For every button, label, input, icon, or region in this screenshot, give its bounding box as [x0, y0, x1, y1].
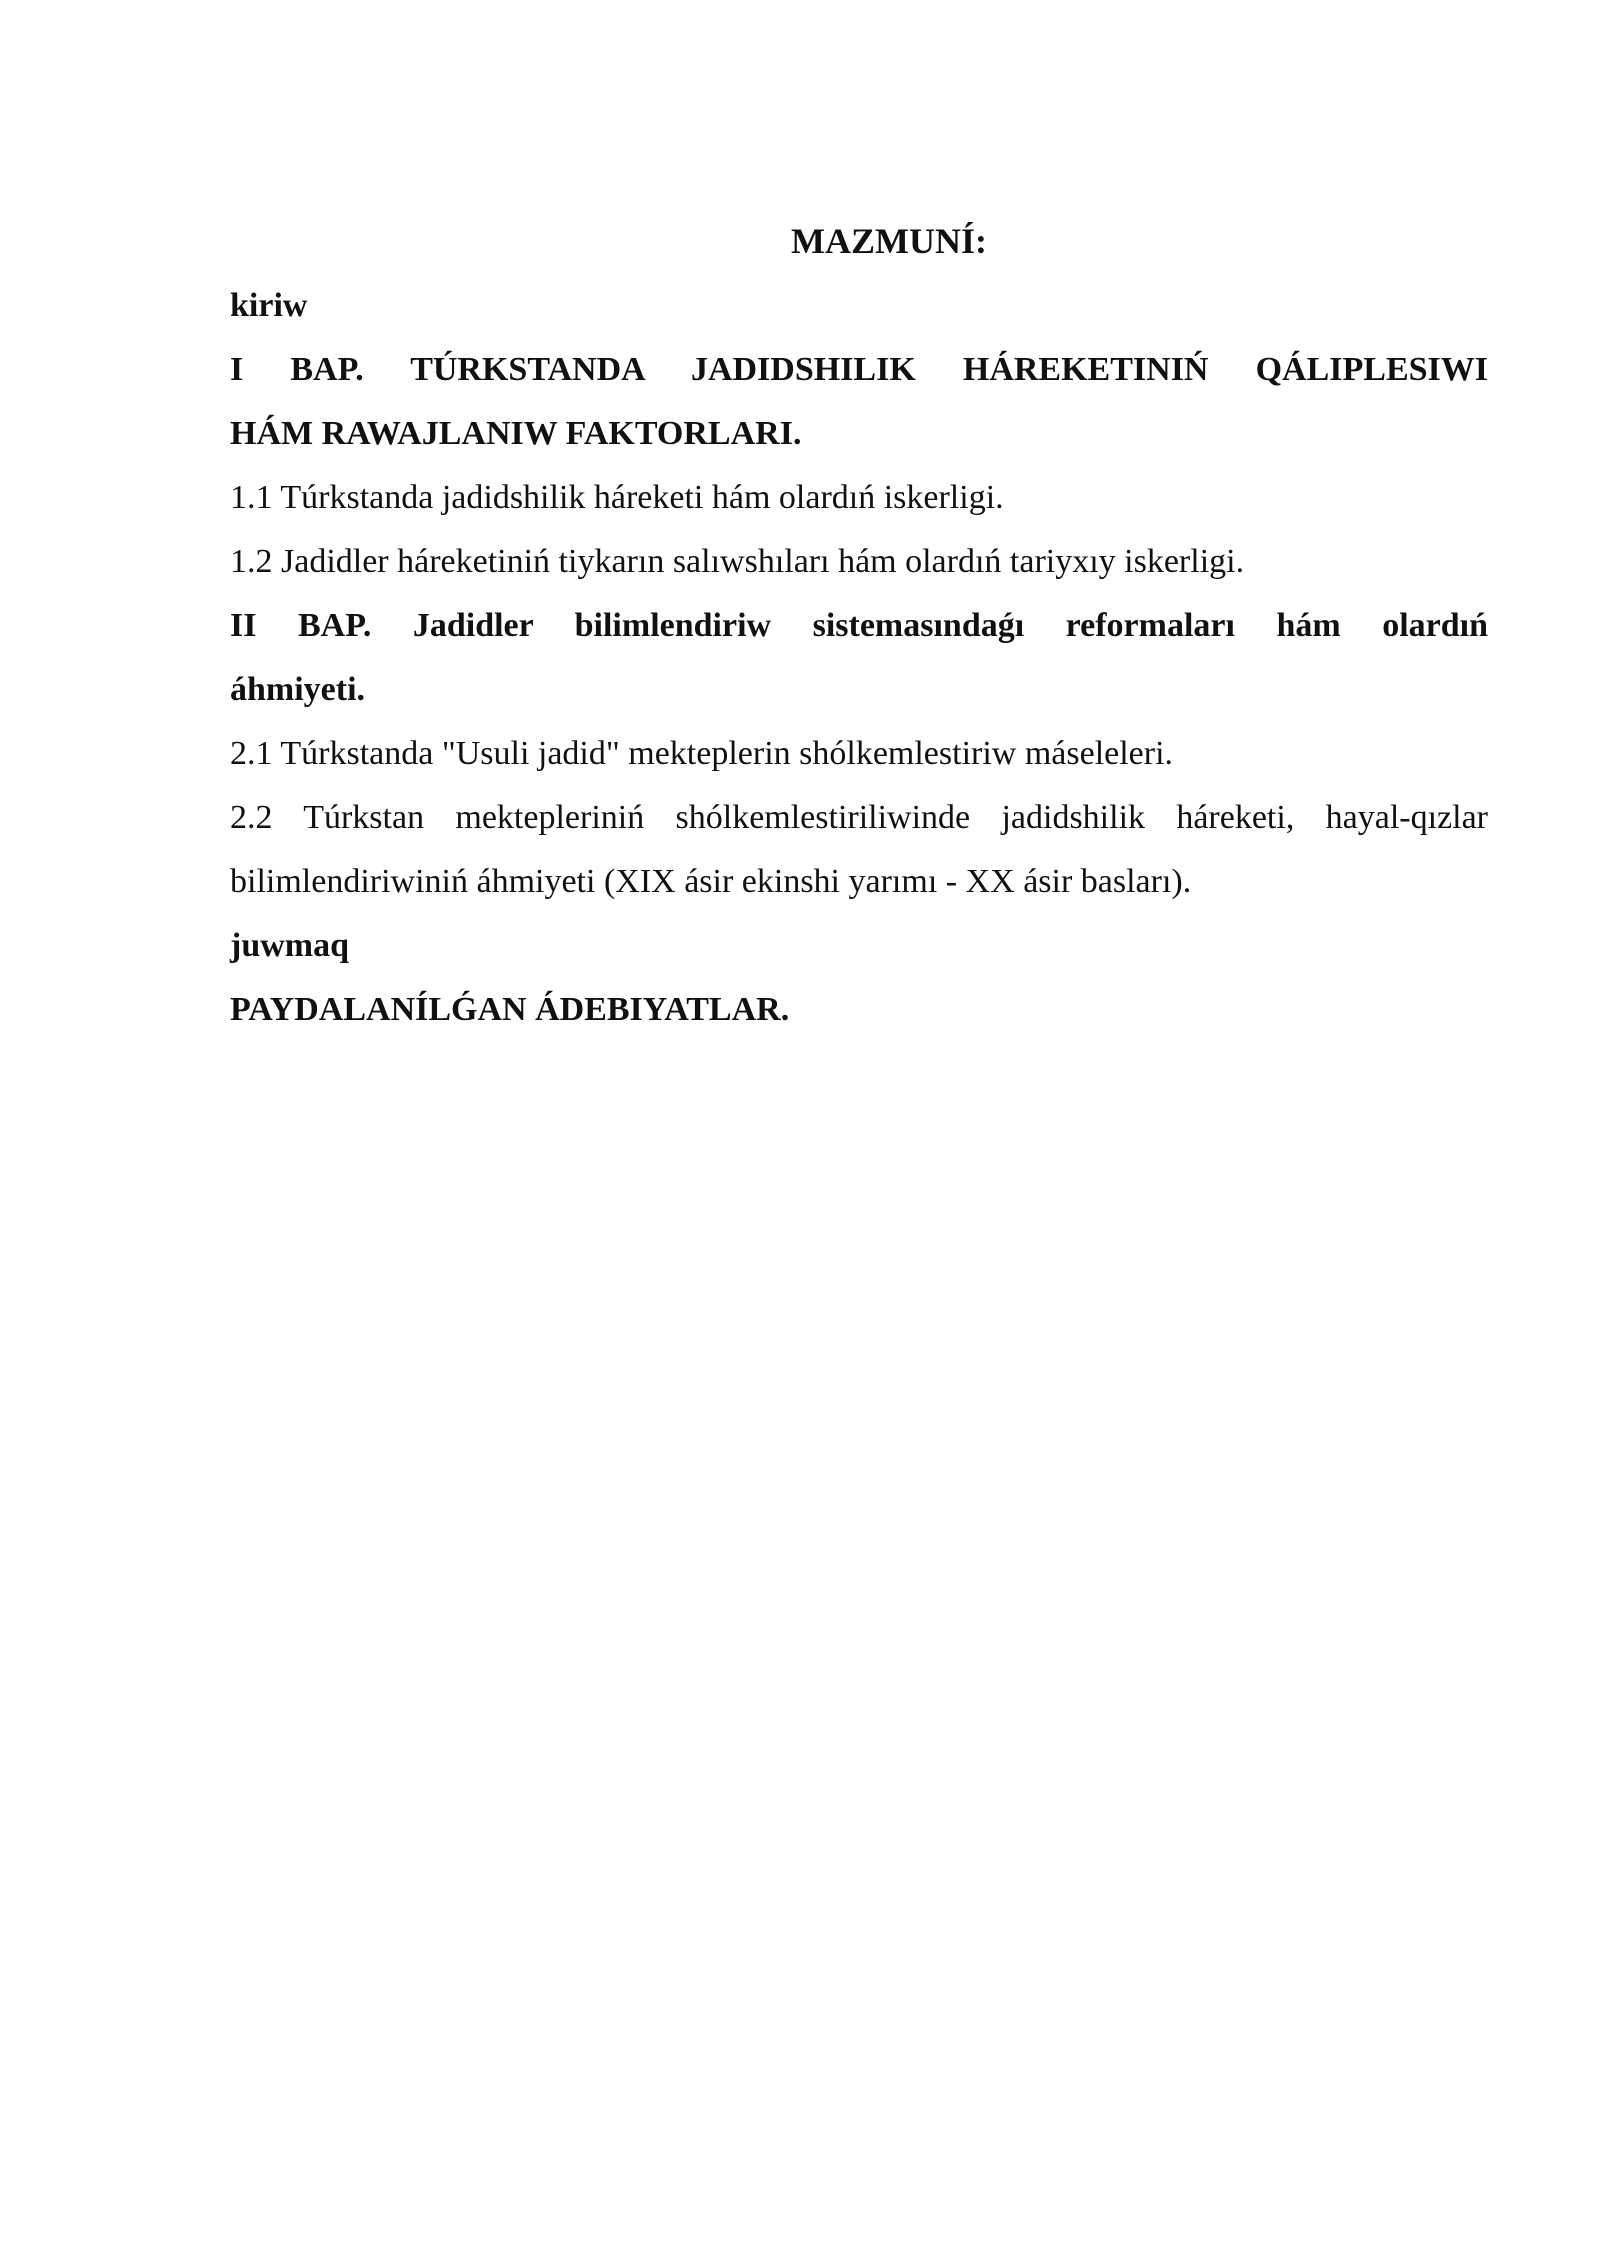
toc-title: MAZMUNÍ: — [791, 221, 987, 261]
table-of-contents — [230, 208, 1488, 1042]
toc-entry-section-2-2-line-2: bilimlendiriwiniń áhmiyeti (XIX ásir ekinshi yarımı - XX ásir basları). — [230, 863, 1192, 900]
toc-entry-section-2-1: 2.1 Túrkstanda "Usuli jadid" mekteplerin shólkemlestiriw máseleleri. — [230, 735, 1174, 772]
toc-entry-chapter-2-line-1: II BAP. Jadidler bilimlendiriw sistemasındaǵı reformaları hám olardıń — [230, 607, 1488, 644]
toc-entry-conclusion: juwmaq — [230, 927, 350, 964]
toc-entry-section-1-1: 1.1 Túrkstanda jadidshilik háreketi hám olardıń iskerligi. — [230, 479, 1004, 516]
toc-entry-section-2-2-line-1: 2.2 Túrkstan mektepleriniń shólkemlestiriliwinde jadidshilik háreketi, hayal-qızlar — [230, 799, 1488, 836]
toc-entry-chapter-1-line-2: HÁM RAWAJLANIW FAKTORLARI. — [230, 415, 802, 452]
toc-entry-chapter-1-line-1: I BAP. TÚRKSTANDA JADIDSHILIK HÁREKETINIŃ QÁLIPLESIWI — [230, 351, 1488, 388]
toc-entry-references: PAYDALANÍLǴAN ÁDEBIYATLAR. — [230, 991, 790, 1028]
toc-entry-chapter-2-line-2: áhmiyeti. — [230, 671, 366, 708]
toc-entry-introduction: kiriw — [230, 287, 308, 324]
toc-entry-section-1-2: 1.2 Jadidler háreketiniń tiykarın salıwshıları hám olardıń tariyxıy iskerligi. — [230, 543, 1245, 580]
